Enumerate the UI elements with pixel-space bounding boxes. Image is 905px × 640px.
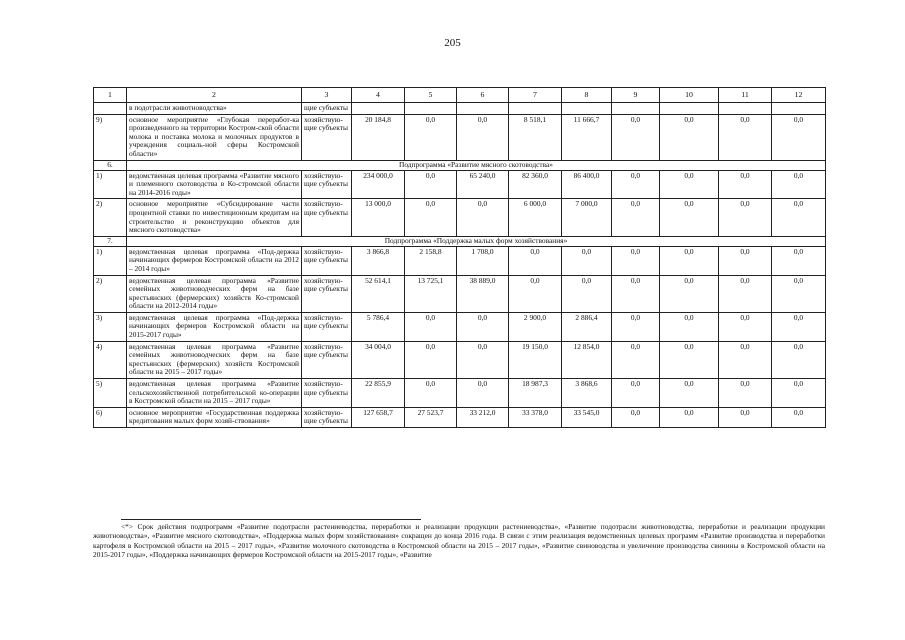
header-cell: 7: [509, 88, 562, 103]
footnote-separator: [121, 519, 421, 520]
value-cell: 0,0: [612, 275, 660, 312]
table-row: [94, 199, 826, 236]
value-cell: [660, 103, 719, 115]
value-cell: 0,0: [660, 379, 719, 408]
value-cell: 22 855,9: [352, 379, 405, 408]
header-cell: 11: [719, 88, 772, 103]
table-row: [94, 103, 826, 115]
value-cell: 27 523,7: [405, 407, 457, 427]
table-row: [94, 379, 826, 408]
value-cell: 34 004,0: [352, 341, 405, 378]
measure-name: ведомственная целевая программа «Под-держка начинающих фермеров Костромской области на 2015-2017 годы»: [127, 312, 302, 341]
value-cell: 2 900,0: [509, 312, 562, 341]
value-cell: 38 889,0: [457, 275, 509, 312]
value-cell: 0,0: [562, 246, 612, 275]
value-cell: 0,0: [719, 312, 772, 341]
value-cell: 0,0: [660, 114, 719, 160]
value-cell: 0,0: [772, 170, 826, 199]
value-cell: 33 212,0: [457, 407, 509, 427]
value-cell: 11 666,7: [562, 114, 612, 160]
value-cell: 0,0: [660, 275, 719, 312]
value-cell: 234 000,0: [352, 170, 405, 199]
value-cell: 0,0: [405, 379, 457, 408]
value-cell: 0,0: [660, 407, 719, 427]
measure-name: в подотрасли животноводства»: [127, 103, 302, 115]
row-number: 1): [94, 170, 127, 199]
executor: хозяйствую-щие субъекты: [302, 312, 352, 341]
executor: хозяйствую-щие субъекты: [302, 407, 352, 427]
table-row: [94, 246, 826, 275]
table-row: [94, 341, 826, 378]
header-cell: 6: [457, 88, 509, 103]
value-cell: 0,0: [612, 199, 660, 236]
value-cell: 0,0: [612, 312, 660, 341]
value-cell: 8 518,1: [509, 114, 562, 160]
value-cell: 18 987,3: [509, 379, 562, 408]
value-cell: 0,0: [405, 341, 457, 378]
value-cell: 0,0: [660, 341, 719, 378]
row-number: 2): [94, 199, 127, 236]
header-cell: 10: [660, 88, 719, 103]
value-cell: 1 708,0: [457, 246, 509, 275]
page-number: 205: [444, 37, 461, 49]
value-cell: 0,0: [772, 114, 826, 160]
value-cell: 0,0: [719, 275, 772, 312]
value-cell: 20 184,8: [352, 114, 405, 160]
header-cell: 3: [302, 88, 352, 103]
section-row: [94, 160, 826, 170]
table-row: [94, 275, 826, 312]
value-cell: 13 725,1: [405, 275, 457, 312]
value-cell: 0,0: [457, 199, 509, 236]
measure-name: ведомственная целевая программа «Под-держка начинающих фермеров Костромской области на 2012 – 2014 годы»: [127, 246, 302, 275]
row-number: 1): [94, 246, 127, 275]
value-cell: 2 886,4: [562, 312, 612, 341]
executor: хозяйствую-щие субъекты: [302, 199, 352, 236]
row-number: [94, 103, 127, 115]
header-cell: 2: [127, 88, 302, 103]
value-cell: 0,0: [612, 114, 660, 160]
row-number: 6): [94, 407, 127, 427]
value-cell: 0,0: [405, 170, 457, 199]
measure-name: основное мероприятие «Глубокая переработ-ка произведенного на территории Костром-ской области молока и поставка молока и молочных продуктов в учреждения социаль-ной сферы Костромской области»: [127, 114, 302, 160]
measure-name: ведомственная целевая программа «Развитие семейных животноводческих ферм на базе крестьянских (фермерских) хозяйств Ко-стромской области на 2012-2014 годы»: [127, 275, 302, 312]
value-cell: 0,0: [772, 246, 826, 275]
row-number: 5): [94, 379, 127, 408]
value-cell: 33 545,0: [562, 407, 612, 427]
value-cell: 0,0: [457, 114, 509, 160]
value-cell: 0,0: [660, 312, 719, 341]
measure-name: основное мероприятие «Государственная поддержка кредитования малых форм хозяй-ствования»: [127, 407, 302, 427]
table-row: [94, 170, 826, 199]
value-cell: [612, 103, 660, 115]
executor: щие субъекты: [302, 103, 352, 115]
row-number: 4): [94, 341, 127, 378]
value-cell: 127 658,7: [352, 407, 405, 427]
value-cell: 12 854,0: [562, 341, 612, 378]
value-cell: 0,0: [719, 379, 772, 408]
value-cell: 82 360,0: [509, 170, 562, 199]
value-cell: 0,0: [719, 170, 772, 199]
row-number: 9): [94, 114, 127, 160]
value-cell: [457, 103, 509, 115]
table-row: [94, 407, 826, 427]
value-cell: 0,0: [660, 246, 719, 275]
header-cell: 8: [562, 88, 612, 103]
value-cell: 33 378,0: [509, 407, 562, 427]
executor: хозяйствую-щие субъекты: [302, 275, 352, 312]
value-cell: [509, 103, 562, 115]
value-cell: 0,0: [457, 379, 509, 408]
value-cell: 0,0: [660, 199, 719, 236]
value-cell: 0,0: [612, 407, 660, 427]
budget-table: [93, 87, 826, 428]
value-cell: 0,0: [509, 246, 562, 275]
value-cell: 0,0: [457, 312, 509, 341]
value-cell: 0,0: [562, 275, 612, 312]
value-cell: 52 614,1: [352, 275, 405, 312]
header-cell: 12: [772, 88, 826, 103]
measure-name: ведомственная целевая программа «Развитие сельскохозяйственной потребительской ко-операции в Костромской области на 2015 – 2017 годы»: [127, 379, 302, 408]
executor: хозяйствую-щие субъекты: [302, 114, 352, 160]
value-cell: 0,0: [772, 407, 826, 427]
value-cell: 0,0: [405, 199, 457, 236]
value-cell: 86 400,0: [562, 170, 612, 199]
value-cell: [772, 103, 826, 115]
value-cell: 0,0: [719, 246, 772, 275]
header-cell: 4: [352, 88, 405, 103]
value-cell: 0,0: [772, 341, 826, 378]
section-title: Подпрограмма «Развитие мясного скотоводства»: [127, 160, 826, 170]
value-cell: 0,0: [612, 341, 660, 378]
executor: хозяйствую-щие субъекты: [302, 379, 352, 408]
value-cell: 0,0: [457, 341, 509, 378]
value-cell: 0,0: [405, 312, 457, 341]
footnote: <*> Срок действия подпрограмм «Развитие подотрасли растениеводства, переработки и реализации продукции растениеводства», «Развитие подотрасли животноводства, переработки и реализации продукции животноводства», «Развитие мясного скотоводства», «Поддержка малых форм хозяйствования» сокращен до конца 2016 года. В связи с этим реализация ведомственных целевых программ «Развитие производства и переработки картофеля в Костромской области на 2015 – 2017 годы», «Развитие молочного скотоводства в Костромской области на 2015 – 2017 годы», «Развитие свиноводства и увеличение производства свинины в Костромской области на 2015-2017 годы», «Поддержка начинающих фермеров Костромской области на 2015-2017 годы», «Развитие: [93, 522, 825, 560]
table-row: [94, 312, 826, 341]
section-row: [94, 236, 826, 246]
value-cell: 0,0: [719, 114, 772, 160]
table-body: [94, 88, 826, 428]
table-header-row: [94, 88, 826, 103]
header-cell: 9: [612, 88, 660, 103]
row-number: 2): [94, 275, 127, 312]
value-cell: 5 786,4: [352, 312, 405, 341]
value-cell: 0,0: [719, 199, 772, 236]
row-number: 3): [94, 312, 127, 341]
value-cell: 0,0: [719, 341, 772, 378]
value-cell: 0,0: [772, 275, 826, 312]
value-cell: 7 000,0: [562, 199, 612, 236]
value-cell: 0,0: [772, 379, 826, 408]
value-cell: 0,0: [660, 170, 719, 199]
header-cell: 5: [405, 88, 457, 103]
value-cell: 0,0: [772, 312, 826, 341]
value-cell: 65 240,0: [457, 170, 509, 199]
value-cell: 2 158,8: [405, 246, 457, 275]
header-cell: 1: [94, 88, 127, 103]
executor: хозяйствую-щие субъекты: [302, 341, 352, 378]
value-cell: 0,0: [612, 170, 660, 199]
table-row: [94, 114, 826, 160]
section-title: Подпрограмма «Поддержка малых форм хозяйствования»: [127, 236, 826, 246]
measure-name: ведомственная целевая программа «Развитие семейных животноводческих ферм на базе крестьянских (фермерских) хозяйств Костромской области на 2015 – 2017 годы»: [127, 341, 302, 378]
value-cell: 0,0: [772, 199, 826, 236]
value-cell: 0,0: [612, 246, 660, 275]
value-cell: [719, 103, 772, 115]
measure-name: основное мероприятие «Субсидирование части процентной ставки по инвестиционным кредитам на строительство и реконструкцию объектов для мясного скотоводства»: [127, 199, 302, 236]
value-cell: 0,0: [719, 407, 772, 427]
value-cell: [405, 103, 457, 115]
value-cell: 0,0: [405, 114, 457, 160]
value-cell: [352, 103, 405, 115]
value-cell: 0,0: [509, 275, 562, 312]
value-cell: 6 000,0: [509, 199, 562, 236]
value-cell: 0,0: [612, 379, 660, 408]
measure-name: ведомственная целевая программа «Развитие мясного и племенного скотоводства в Ко-стромской области на 2014-2016 годы»: [127, 170, 302, 199]
value-cell: 19 150,0: [509, 341, 562, 378]
value-cell: 13 000,0: [352, 199, 405, 236]
executor: хозяйствую-щие субъекты: [302, 170, 352, 199]
value-cell: [562, 103, 612, 115]
value-cell: 3 868,6: [562, 379, 612, 408]
section-number: 6.: [94, 160, 127, 170]
value-cell: 3 866,8: [352, 246, 405, 275]
executor: хозяйствую-щие субъекты: [302, 246, 352, 275]
section-number: 7.: [94, 236, 127, 246]
